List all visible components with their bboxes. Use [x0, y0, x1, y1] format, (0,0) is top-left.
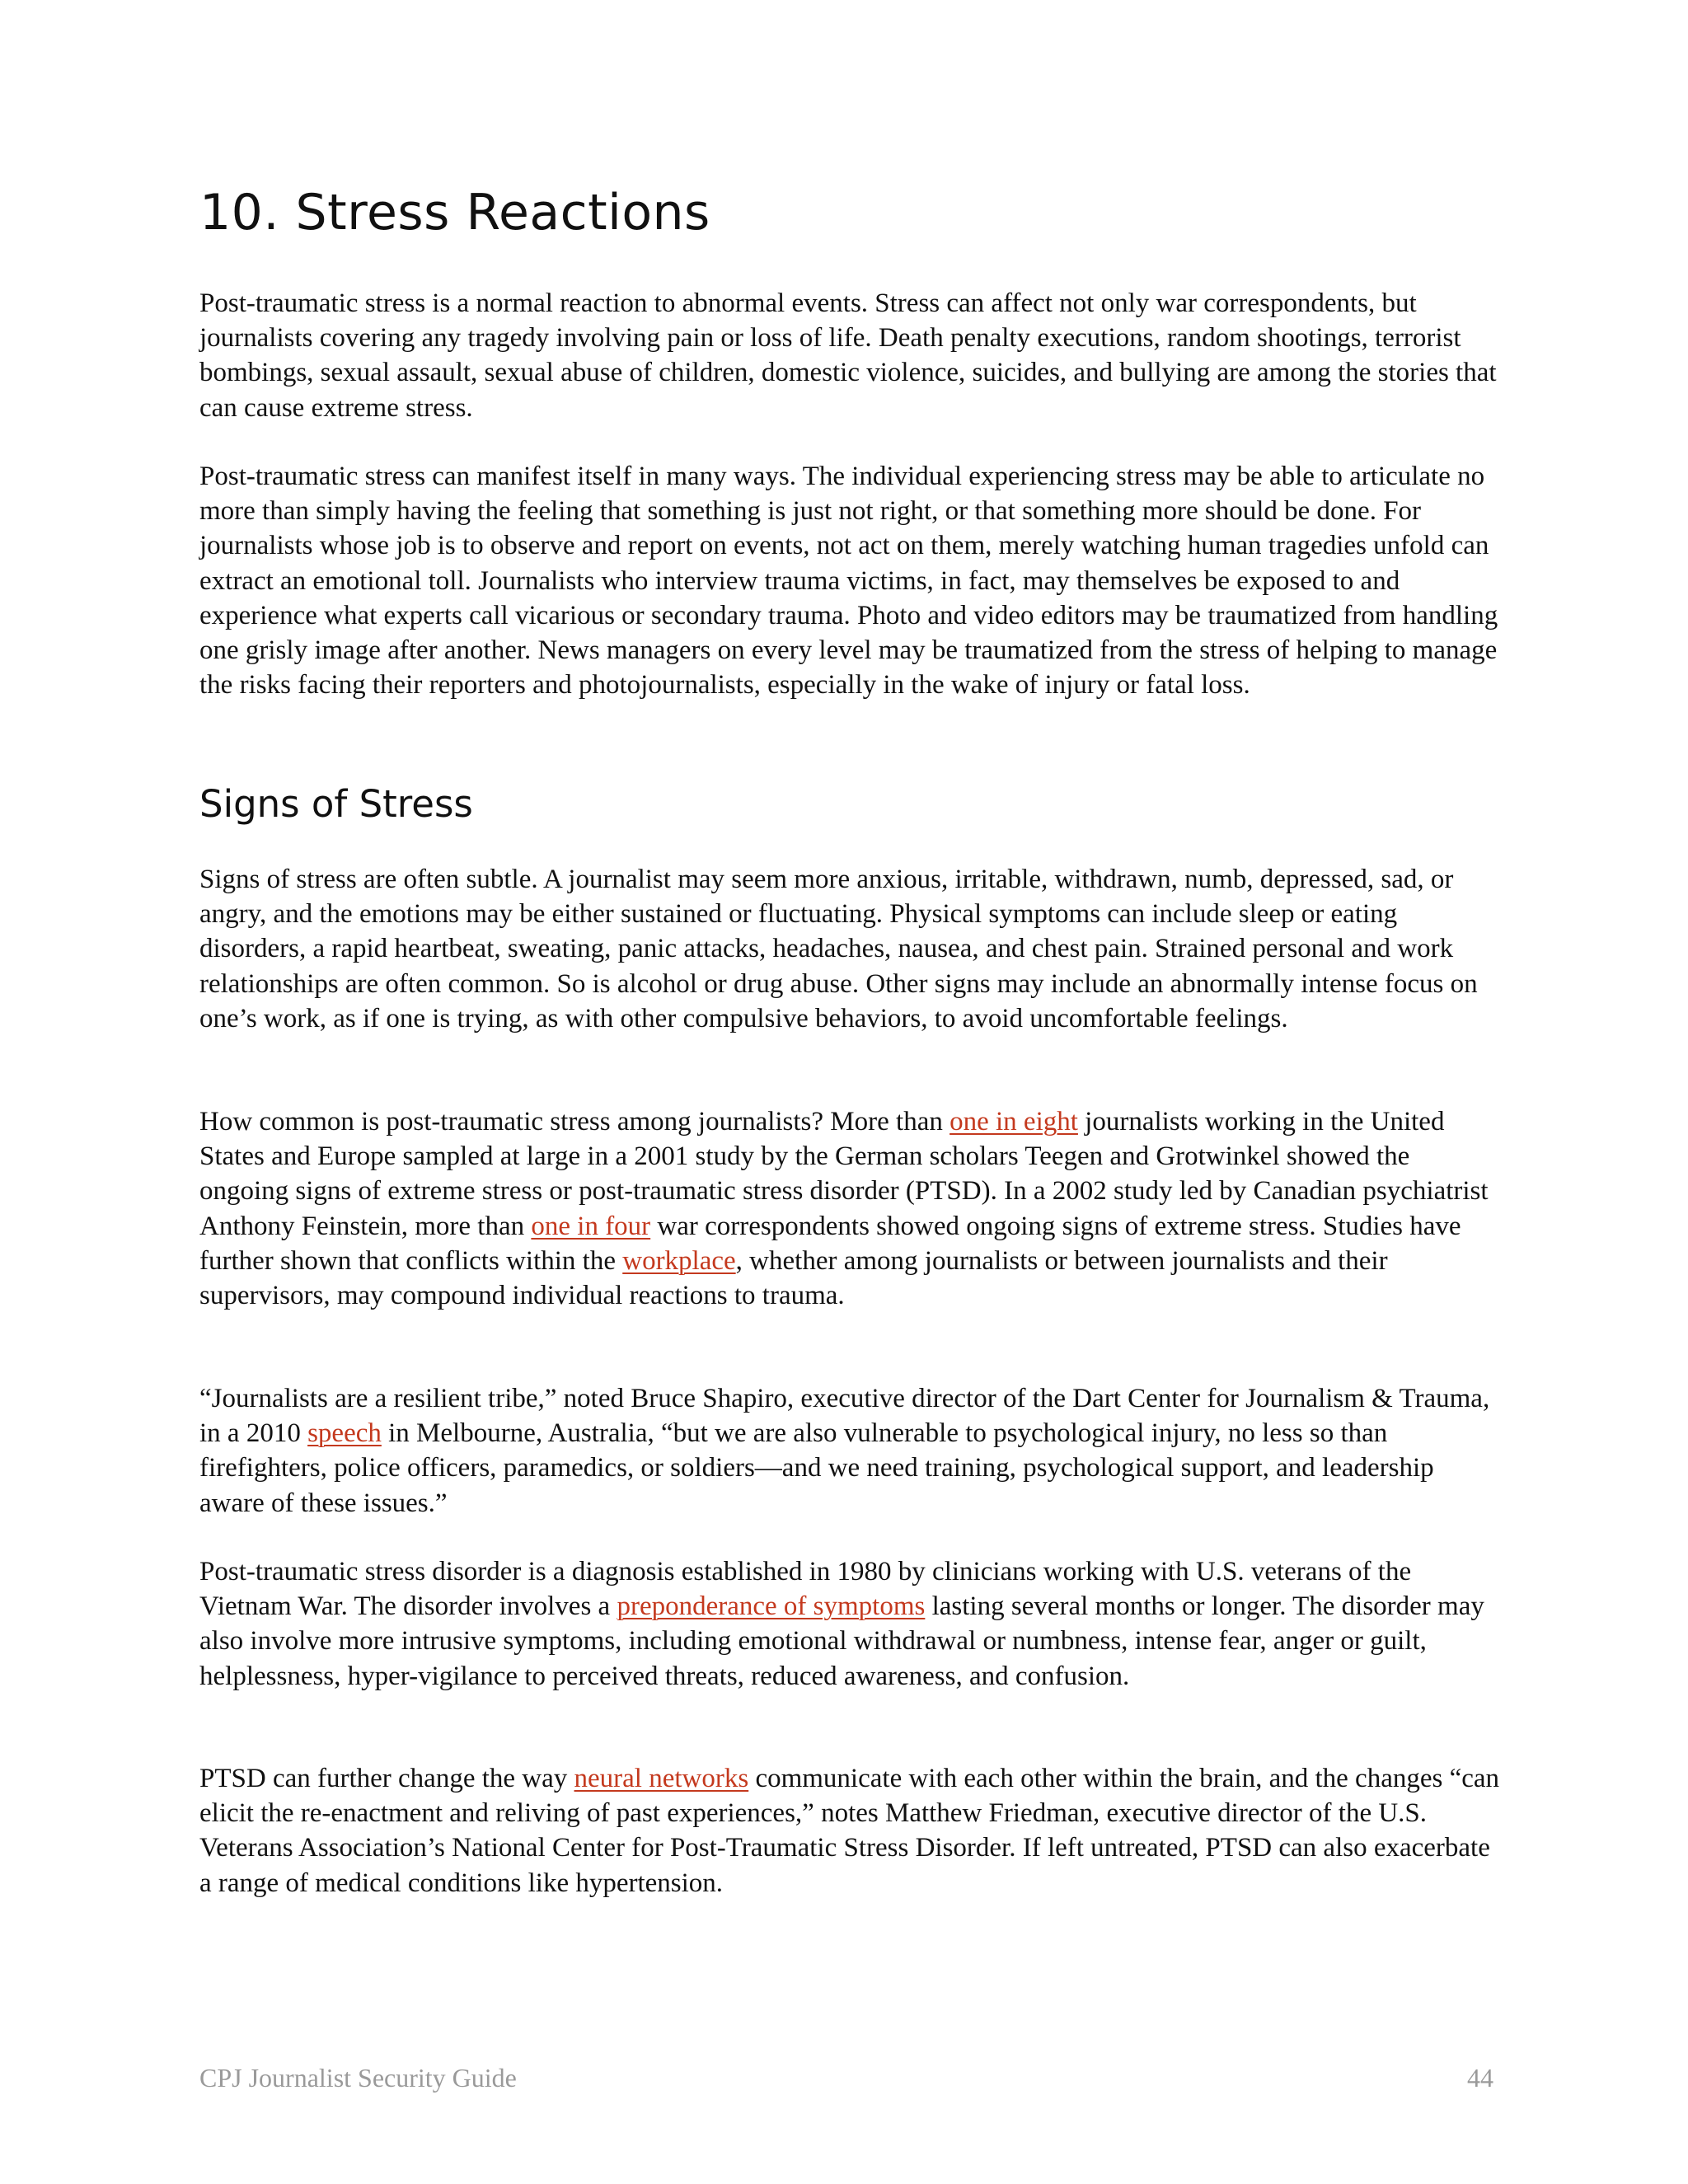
paragraph-text: in Melbourne, Australia, “but we are also vulnerable to psychological injury, no less so than firefighters, police officers, paramedics, or soldiers—and we need training, psychological support, and leadership aware of these issues.” [199, 1418, 1434, 1518]
paragraph-manifestations: Post-traumatic stress can manifest itself in many ways. The individual experiencing stress may be able to articulate no more than simply having the feeling that something is just not right, or that something more should be done. For journalists whose job is to observe and report on events, not act on them, merely watching human tragedies unfold can extract an emotional toll. Journalists who interview trauma victims, in fact, may themselves be exposed to and experience what experts call vicarious or secondary trauma. Photo and video editors may be traumatized from handling one grisly image after another. News managers on every level may be traumatized from the stress of helping to manage the risks facing their reporters and photojournalists, especially in the wake of injury or fatal loss. [199, 462, 1498, 701]
link-one-in-eight[interactable]: one in eight [950, 1107, 1078, 1137]
paragraph-text: How common is post-traumatic stress among journalists? More than [199, 1107, 950, 1137]
section-heading-signs-of-stress: Signs of Stress [199, 782, 473, 826]
paragraph-prevalence [199, 1104, 1502, 1313]
paragraph-text: war correspondents showed ongoing signs of extreme stress. Studies have further shown that conflicts within the [199, 1211, 1461, 1276]
paragraph-text: “Journalists are a resilient tribe,” noted Bruce Shapiro, executive director of the Dart Center for Journalism & Trauma, in a 2010 [199, 1384, 1490, 1449]
link-speech[interactable]: speech [307, 1418, 382, 1449]
paragraph-text: Post-traumatic stress disorder is a diagnosis established in 1980 by clinicians working with U.S. veterans of the Vietnam War. The disorder involves a [199, 1557, 1412, 1622]
page-content [199, 0, 1502, 2184]
link-preponderance-of-symptoms[interactable]: preponderance of symptoms [617, 1591, 926, 1622]
paragraph-text: journalists working in the United States and Europe sampled at large in a 2001 study by the German scholars Teegen and Grotwinkel showed the ongoing signs of extreme stress or post-traumatic stress disorder (PTSD). In a 2002 study led by Canadian psychiatrist Anthony Feinstein, more than [199, 1107, 1489, 1241]
footer-page-number: 44 [1467, 2063, 1493, 2093]
link-one-in-four[interactable]: one in four [531, 1211, 651, 1241]
page-title: 10. Stress Reactions [199, 184, 710, 241]
paragraph-signs: Signs of stress are often subtle. A journalist may seem more anxious, irritable, withdrawn, numb, depressed, sad, or angry, and the emotions may be either sustained or fluctuating. Physical symptoms can include sleep or eating disorders, a rapid heartbeat, sweating, panic attacks, headaches, nausea, and chest pain. Strained personal and work relationships are often common. So is alcohol or drug abuse. Other signs may include an abnormally intense focus on one’s work, as if one is trying, as with other compulsive behaviors, to avoid uncomfortable feelings. [199, 865, 1478, 1033]
paragraph-text: PTSD can further change the way [199, 1764, 574, 1793]
link-workplace[interactable]: workplace [622, 1245, 736, 1276]
paragraph-neural-networks [199, 1761, 1502, 1900]
paragraph-ptsd-diagnosis [199, 1554, 1502, 1694]
paragraph-text: communicate with each other within the brain, and the changes “can elicit the re-enactment and reliving of past experiences,” notes Matthew Friedman, executive director of the U.S. Veterans Association’s National Center for Post-Traumatic Stress Disorder. If left untreated, PTSD can also exacerbate a range of medical conditions like hypertension. [199, 1764, 1500, 1898]
paragraph-text: , whether among journalists or between journalists and their supervisors, may compound individual reactions to trauma. [199, 1245, 1388, 1311]
paragraph-intro: Post-traumatic stress is a normal reaction to abnormal events. Stress can affect not only war correspondents, but journalists covering any tragedy involving pain or loss of life. Death penalty executions, random shootings, terrorist bombings, sexual assault, sexual abuse of children, domestic violence, suicides, and bullying are among the stories that can cause extreme stress. [199, 288, 1497, 423]
footer-guide-name: CPJ Journalist Security Guide [199, 2063, 517, 2093]
paragraph-text: lasting several months or longer. The disorder may also involve more intrusive symptoms, including emotional withdrawal or numbness, intense fear, anger or guilt, helplessness, hyper-vigilance to perceived threats, reduced awareness, and confusion. [199, 1591, 1484, 1691]
paragraph-shapiro-quote [199, 1381, 1502, 1521]
link-neural-networks[interactable]: neural networks [574, 1764, 749, 1793]
